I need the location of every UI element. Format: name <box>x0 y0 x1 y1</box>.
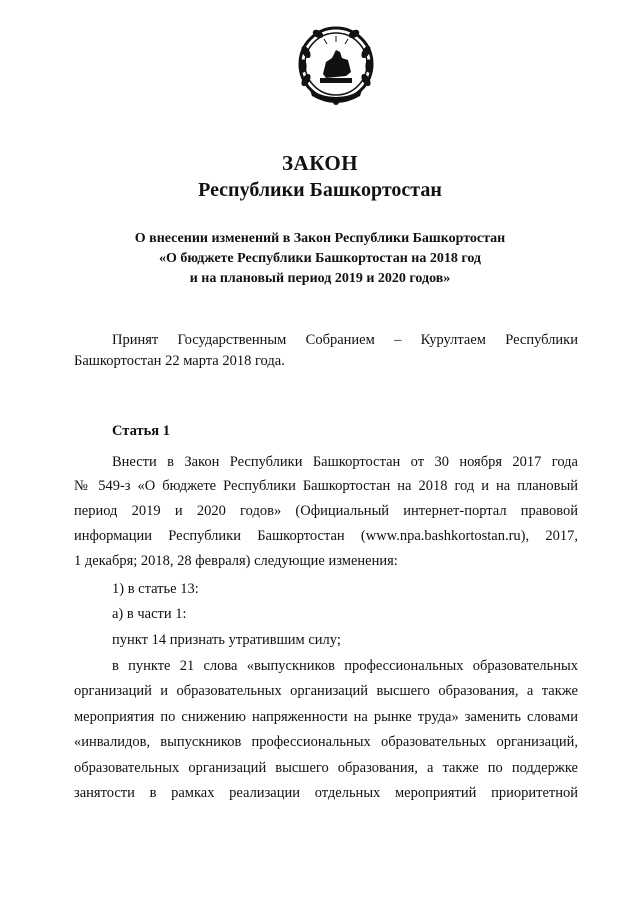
document-subtitle: Республики Башкортостан <box>198 179 442 201</box>
paragraph-line: образовательных организаций высшего образования, а также по поддержке <box>74 760 578 776</box>
subject-line: О внесении изменений в Закон Республики Башкортостан <box>134 231 506 246</box>
paragraph-line: № 549-з «О бюджете Республики Башкортостан на 2018 год и на плановый <box>74 478 578 494</box>
article-heading: Статья 1 <box>112 423 170 439</box>
paragraph-line: организаций и образовательных организаций высшего образования, а также <box>74 683 578 699</box>
document-title: ЗАКОН <box>281 151 359 175</box>
paragraph-line: в пункте 21 слова «выпускников профессиональных образовательных <box>112 658 578 674</box>
paragraph-line: период 2019 и 2020 годов» (Официальный интернет-портал правовой <box>74 503 578 519</box>
paragraph-line: а) в части 1: <box>112 606 187 622</box>
paragraph-line: 1 декабря; 2018, 28 февраля) следующие изменения: <box>74 553 398 569</box>
paragraph-line: «инвалидов, выпускников профессиональных образовательных организаций, <box>74 734 578 750</box>
paragraph-line: 1) в статье 13: <box>112 581 199 597</box>
subject-line: и на плановый период 2019 и 2020 годов» <box>189 271 451 286</box>
paragraph-line: информации Республики Башкортостан (www.npa.bashkortostan.ru), 2017, <box>74 528 578 544</box>
document-subject <box>0 229 640 289</box>
paragraph-line: Внести в Закон Республики Башкортостан от 30 ноября 2017 года <box>112 454 578 470</box>
paragraph-line: пункт 14 признать утратившим силу; <box>112 632 341 648</box>
paragraph-line: мероприятия по снижению напряженности на рынке труда» заменить словами <box>74 709 578 725</box>
subject-line: «О бюджете Республики Башкортостан на 2018 год <box>158 251 482 266</box>
paragraph-line: занятости в рамках реализации отдельных мероприятий приоритетной <box>74 785 578 801</box>
bashkortostan-coat-of-arms-icon <box>296 22 376 110</box>
adoption-line: Принят Государственным Собранием – Курултаем Республики <box>112 332 578 348</box>
adoption-line: Башкортостан 22 марта 2018 года. <box>74 353 285 369</box>
